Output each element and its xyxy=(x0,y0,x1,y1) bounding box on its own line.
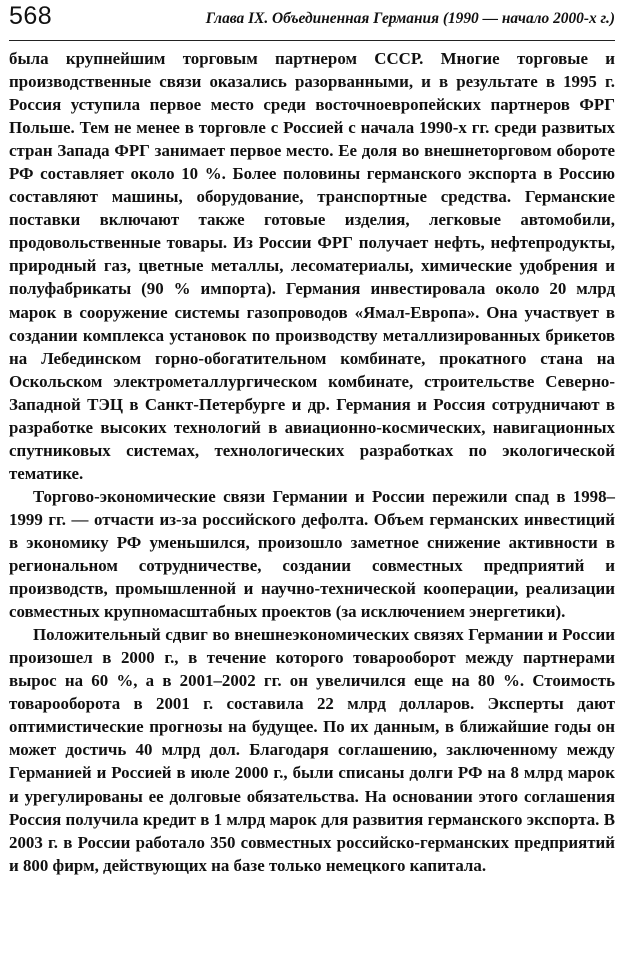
page-header xyxy=(9,0,615,41)
paragraph-1: была крупнейшим торговым партнером СССР. Многие торговые и производственные связи оказались разорванными, и в результате в 1995 г. Россия уступила первое место среди восточноевропейских партнеров ФРГ Польше. Тем не менее в торговле с Россией с начала 1990-х гг. среди развитых стран Запада ФРГ занимает первое место. Ее доля во внешнеторговом обороте РФ составляет около 10 %. Более половины германского экспорта в Россию составляют машины, оборудование, транспортные средства. Германские поставки включают также готовые изделия, легковые автомобили, продовольственные товары. Из России ФРГ получает нефть, нефтепродукты, природный газ, цветные металлы, лесоматериалы, химические удобрения и полуфабрикаты (90 % импорта). Германия инвестировала около 20 млрд марок в сооружение системы газопроводов «Ямал-Европа». Она участвует в создании комплекса установок по производству металлизированных брикетов на Лебединском горно-обогатительном комбинате, прокатного стана на Оскольском электрометаллургическом комбинате, строительстве Северно-Западной ТЭЦ в Санкт-Петербурге и др. Германия и Россия сотрудничают в разработке высоких технологий в авиационно-космических, навигационных спутниковых системах, технологических разработках по экологической тематике. xyxy=(9,49,615,483)
body-text xyxy=(9,47,615,877)
page-number: 568 xyxy=(9,2,53,30)
paragraph-2: Торгово-экономические связи Германии и России пережили спад в 1998–1999 гг. — отчасти из-за российского дефолта. Объем германских инвестиций в экономику РФ уменьшился, произошло заметное снижение активности в региональном сотрудничестве, создании совместных предприятий и производств, промышленной и научно-технической кооперации, реализации совместных крупномасштабных проектов (за исключением энергетики). xyxy=(9,486,615,622)
paragraph-3: Положительный сдвиг во внешнеэкономических связях Германии и России произошел в 2000 г., в течение которого товарооборот между партнерами вырос на 60 %, а в 2001–2002 гг. он увеличился еще на 80 %. Стоимость товарооборота в 2001 г. составила 22 млрд долларов. Эксперты дают оптимистические прогнозы на будущее. По их данным, в ближайшие годы он может достичь 40 млрд дол. Благодаря соглашению, заключенному между Германией и Россией в июле 2000 г., были списаны долги РФ на 8 млрд марок и урегулированы ее долговые обязательства. На основании этого соглашения Россия получила кредит в 1 млрд марок для развития германского экспорта. В 2003 г. в России работало 350 совместных российско-германских предприятий и 800 фирм, действующих на базе только немецкого капитала. xyxy=(9,625,615,875)
running-title: Глава IX. Объединенная Германия (1990 — начало 2000-х г.) xyxy=(205,10,615,27)
